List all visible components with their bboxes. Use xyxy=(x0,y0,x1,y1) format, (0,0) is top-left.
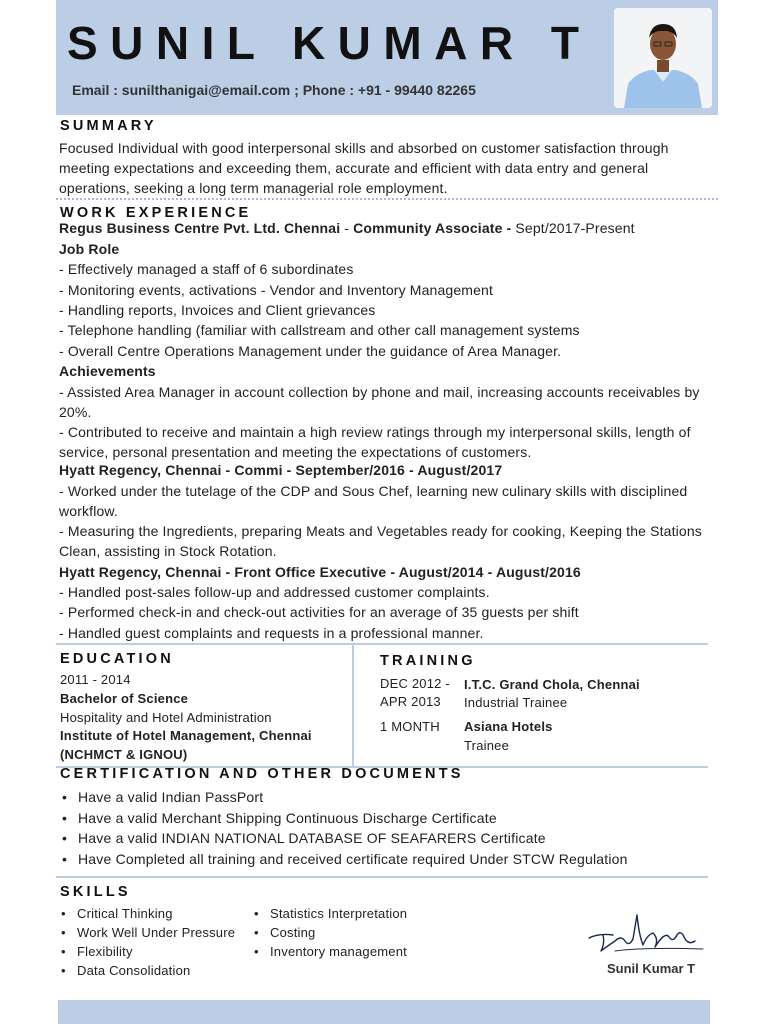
training-org: Asiana Hotels xyxy=(464,719,553,734)
regus-heading xyxy=(59,218,635,238)
skills-list-col1 xyxy=(59,904,235,980)
job-role-label: Job Role xyxy=(59,241,120,257)
skills-title: SKILLS xyxy=(60,884,131,900)
signature-name: Sunil Kumar T xyxy=(607,961,696,976)
training-role: Industrial Trainee xyxy=(464,695,568,710)
training-date: 1 MONTH xyxy=(380,719,440,734)
summary-title: SUMMARY xyxy=(60,118,157,134)
education-title: EDUCATION xyxy=(60,651,174,667)
candidate-name: SUNIL KUMAR T xyxy=(67,17,592,69)
summary-text: Focused Individual with good interpersonal skills and absorbed on customer satisfaction through meeting expectations and exceeding them, accurate and efficient with data entry and general operations, seeking a long term managerial role employment. xyxy=(59,140,669,196)
skill-item: • Inventory management xyxy=(252,942,407,961)
achievements-label: Achievements xyxy=(59,363,156,379)
certification-item: • Have a valid Merchant Shipping Continuous Discharge Certificate xyxy=(60,808,628,829)
job-role-item: - Telephone handling (familiar with callstream and other call management systems xyxy=(59,322,580,338)
hyatt-fo-heading: Hyatt Regency, Chennai - Front Office Executive - August/2014 - August/2016 xyxy=(59,564,581,580)
job-role-item: - Handling reports, Invoices and Client grievances xyxy=(59,302,376,318)
certification-list xyxy=(60,787,628,869)
skill-item: • Critical Thinking xyxy=(59,904,235,923)
education-institute-affiliation: (NCHMCT & IGNOU) xyxy=(60,747,188,762)
education-degree: Bachelor of Science xyxy=(60,691,189,706)
summary-divider xyxy=(56,198,718,200)
certification-item: • Have a valid INDIAN NATIONAL DATABASE OF SEAFARERS Certificate xyxy=(60,828,628,849)
profile-photo xyxy=(614,8,712,108)
education-institute: Institute of Hotel Management, Chennai xyxy=(60,728,312,743)
training-date: APR 2013 xyxy=(380,694,441,709)
regus-role: Community Associate - xyxy=(353,220,516,236)
job-role-item: - Overall Centre Operations Management under the guidance of Area Manager. xyxy=(59,343,562,359)
training-role: Trainee xyxy=(464,738,509,753)
skill-item: • Costing xyxy=(252,923,407,942)
education-years: 2011 - 2014 xyxy=(60,672,131,687)
hyatt-commi-heading: Hyatt Regency, Chennai - Commi - September/2016 - August/2017 xyxy=(59,462,503,478)
training-date: DEC 2012 - xyxy=(380,676,450,691)
hyatt-fo-item: - Performed check-in and check-out activities for an average of 35 guests per shift xyxy=(59,604,579,620)
footer-bar xyxy=(58,1000,710,1024)
column-divider xyxy=(352,644,354,768)
skills-list-col2 xyxy=(252,904,407,961)
job-role-item: - Monitoring events, activations - Vendor and Inventory Management xyxy=(59,282,494,298)
skill-item: • Work Well Under Pressure xyxy=(59,923,235,942)
section-divider xyxy=(56,876,708,878)
certification-item: • Have Completed all training and received certificate required Under STCW Regulation xyxy=(60,849,628,870)
certification-item: • Have a valid Indian PassPort xyxy=(60,787,628,808)
contact-line: Email : sunilthanigai@email.com ; Phone : +91 - 99440 82265 xyxy=(72,82,476,98)
achievement-item: - Contributed to receive and maintain a high review ratings through my interpersonal skills, length of service, personal presentation and meeting the expectations of customers. xyxy=(59,424,691,460)
training-title: TRAINING xyxy=(380,653,476,669)
section-divider xyxy=(56,643,708,645)
job-role-item: - Effectively managed a staff of 6 subordinates xyxy=(59,261,354,277)
achievement-item: - Assisted Area Manager in account collection by phone and mail, increasing accounts receivables by 20%. xyxy=(59,384,700,420)
signature-image xyxy=(585,905,710,960)
certification-title: CERTIFICATION AND OTHER DOCUMENTS xyxy=(60,766,464,782)
regus-separator: - xyxy=(340,220,354,236)
hyatt-commi-item: - Measuring the Ingredients, preparing Meats and Vegetables ready for cooking, Keeping the Stations Clean, assisting in Stock Rotation. xyxy=(59,523,702,559)
regus-period: Sept/2017-Present xyxy=(515,220,635,236)
work-experience-title: WORK EXPERIENCE xyxy=(60,205,252,221)
hyatt-fo-item: - Handled post-sales follow-up and addressed customer complaints. xyxy=(59,584,490,600)
hyatt-fo-item: - Handled guest complaints and requests in a professional manner. xyxy=(59,625,484,641)
hyatt-commi-item: - Worked under the tutelage of the CDP and Sous Chef, learning new culinary skills with disciplined workflow. xyxy=(59,483,688,519)
skill-item: • Statistics Interpretation xyxy=(252,904,407,923)
skill-item: • Flexibility xyxy=(59,942,235,961)
skill-item: • Data Consolidation xyxy=(59,961,235,980)
regus-company: Regus Business Centre Pvt. Ltd. Chennai xyxy=(59,220,341,236)
training-org: I.T.C. Grand Chola, Chennai xyxy=(464,677,640,692)
header-banner xyxy=(56,0,718,115)
education-major: Hospitality and Hotel Administration xyxy=(60,710,272,725)
